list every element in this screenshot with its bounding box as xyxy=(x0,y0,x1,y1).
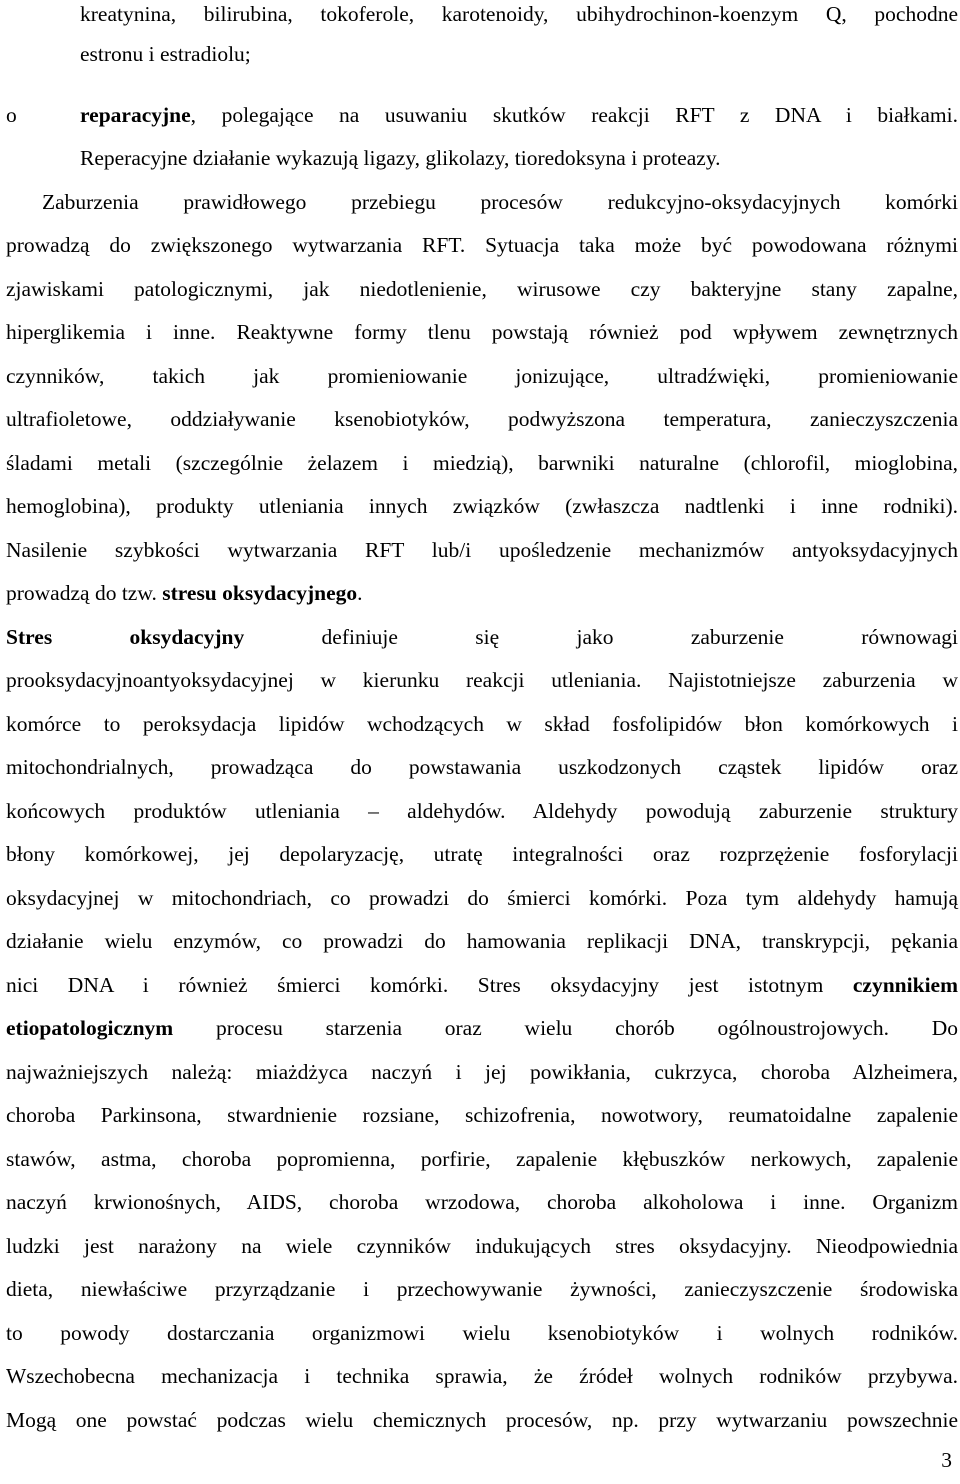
text-line xyxy=(80,144,958,172)
text-run: Mogą one powstać podczas wielu chemicznych procesów, np. przy wytwarzaniu powszechnie xyxy=(6,1408,958,1432)
text-run: nici DNA i również śmierci komórki. Stres oksydacyjny jest istotnym xyxy=(6,973,853,997)
text-line xyxy=(6,666,958,694)
text-run: prowadzą do zwiększonego wytwarzania RFT. Sytuacja taka może być powodowana różnymi xyxy=(6,233,958,257)
text-line xyxy=(6,884,958,912)
text-line xyxy=(6,1319,958,1347)
text-line xyxy=(6,623,958,651)
text-line xyxy=(6,840,958,868)
bold-text: stresu oksydacyjnego xyxy=(162,581,358,605)
text-run: prooksydacyjnoantyoksydacyjnej w kierunku reakcji utleniania. Najistotniejsze zaburzenia w xyxy=(6,668,958,692)
text-line xyxy=(6,492,958,520)
text-run: Nasilenie szybkości wytwarzania RFT lub/i upośledzenie mechanizmów antyoksydacyjnych xyxy=(6,538,958,562)
text-run: naczyń krwionośnych, AIDS, choroba wrzodowa, choroba alkoholowa i inne. Organizm xyxy=(6,1190,958,1214)
text-line xyxy=(6,1145,958,1173)
text-run: , polegające na usuwaniu skutków reakcji RFT z DNA i białkami. xyxy=(190,103,958,127)
text-run: dieta, niewłaściwe przyrządzanie i przechowywanie żywności, zanieczyszczenie środowiska xyxy=(6,1277,958,1301)
text-line xyxy=(42,188,958,216)
bold-text: czynnikiem xyxy=(852,973,958,997)
text-line xyxy=(6,753,958,781)
text-line xyxy=(6,536,958,564)
text-run: Zaburzenia prawidłowego przebiegu procesów redukcyjno-oksydacyjnych komórki xyxy=(42,190,958,214)
text-line xyxy=(6,1232,958,1260)
text-run: Wszechobecna mechanizacja i technika sprawia, że źródeł wolnych rodników przybywa. xyxy=(6,1364,958,1388)
bold-text: etiopatologicznym xyxy=(6,1016,174,1040)
text-line xyxy=(6,318,958,346)
text-line xyxy=(6,971,958,999)
text-run: hemoglobina), produkty utleniania innych związków (zwłaszcza nadtlenki i inne rodniki). xyxy=(6,494,958,518)
text-run: definiuje się jako zaburzenie równowagi xyxy=(244,625,958,649)
text-run: prowadzą do tzw. xyxy=(6,581,163,605)
text-run: oksydacyjnej w mitochondriach, co prowadzi do śmierci komórki. Poza tym aldehydy hamują xyxy=(6,886,958,910)
text-line xyxy=(6,1101,958,1129)
text-run: błony komórkowej, jej depolaryzację, utratę integralności oraz rozprzężenie fosforylacji xyxy=(6,842,958,866)
text-line xyxy=(6,449,958,477)
text-run: ludzki jest narażony na wiele czynników indukujących stres oksydacyjny. Nieodpowiednia xyxy=(6,1234,958,1258)
text-run: czynników, takich jak promieniowanie jonizujące, ultradźwięki, promieniowanie xyxy=(6,364,958,388)
text-run: stawów, astma, choroba popromienna, porfirie, zapalenie kłębuszków nerkowych, zapalenie xyxy=(6,1147,958,1171)
text-line xyxy=(6,710,958,738)
text-line xyxy=(6,579,958,607)
text-line xyxy=(6,405,958,433)
text-line xyxy=(6,1058,958,1086)
text-line xyxy=(6,1188,958,1216)
text-line xyxy=(80,101,958,129)
text-line xyxy=(6,797,958,825)
text-run: działanie wielu enzymów, co prowadzi do hamowania replikacji DNA, transkrypcji, pękania xyxy=(6,929,958,953)
text-line xyxy=(6,927,958,955)
text-run: ultrafioletowe, oddziaływanie ksenobiotyków, podwyższona temperatura, zanieczyszczenia xyxy=(6,407,958,431)
text-run: to powody dostarczania organizmowi wielu ksenobiotyków i wolnych rodników. xyxy=(6,1321,958,1345)
text-line xyxy=(6,362,958,390)
text-line xyxy=(6,1362,958,1390)
text-run: komórce to peroksydacja lipidów wchodzących w skład fosfolipidów błon komórkowych i xyxy=(6,712,958,736)
text-line xyxy=(80,40,958,68)
text-line xyxy=(6,1014,958,1042)
text-line xyxy=(6,231,958,259)
text-line xyxy=(6,1275,958,1303)
text-run: . xyxy=(357,581,363,605)
text-run: hiperglikemia i inne. Reaktywne formy tlenu powstają również pod wpływem zewnętrznych xyxy=(6,320,958,344)
text-run: najważniejszych należą: miażdżyca naczyń i jej powikłania, cukrzyca, choroba Alzheimera, xyxy=(6,1060,958,1084)
text-line xyxy=(6,275,958,303)
bold-text: Stres oksydacyjny xyxy=(6,625,245,649)
text-run: estronu i estradiolu; xyxy=(80,42,251,66)
text-run: końcowych produktów utleniania – aldehydów. Aldehydy powodują zaburzenie struktury xyxy=(6,799,958,823)
text-run: śladami metali (szczególnie żelazem i miedzią), barwniki naturalne (chlorofil, mioglobina, xyxy=(6,451,958,475)
page-number: 3 xyxy=(941,1448,952,1472)
text-line xyxy=(6,1406,958,1434)
text-run: Reperacyjne działanie wykazują ligazy, glikolazy, tioredoksyna i proteazy. xyxy=(80,146,721,170)
text-run: kreatynina, bilirubina, tokoferole, karotenoidy, ubihydrochinon-koenzym Q, pochodne xyxy=(80,2,958,26)
text-run: choroba Parkinsona, stwardnienie rozsiane, schizofrenia, nowotwory, reumatoidalne zapalenie xyxy=(6,1103,958,1127)
text-run: zjawiskami patologicznymi, jak niedotlenienie, wirusowe czy bakteryjne stany zapalne, xyxy=(6,277,958,301)
list-bullet: o xyxy=(6,103,17,127)
text-run: mitochondrialnych, prowadząca do powstawania uszkodzonych cząstek lipidów oraz xyxy=(6,755,958,779)
text-run: procesu starzenia oraz wielu chorób ogólnoustrojowych. Do xyxy=(173,1016,958,1040)
bold-text: reparacyjne xyxy=(80,103,191,127)
text-line xyxy=(80,0,958,28)
